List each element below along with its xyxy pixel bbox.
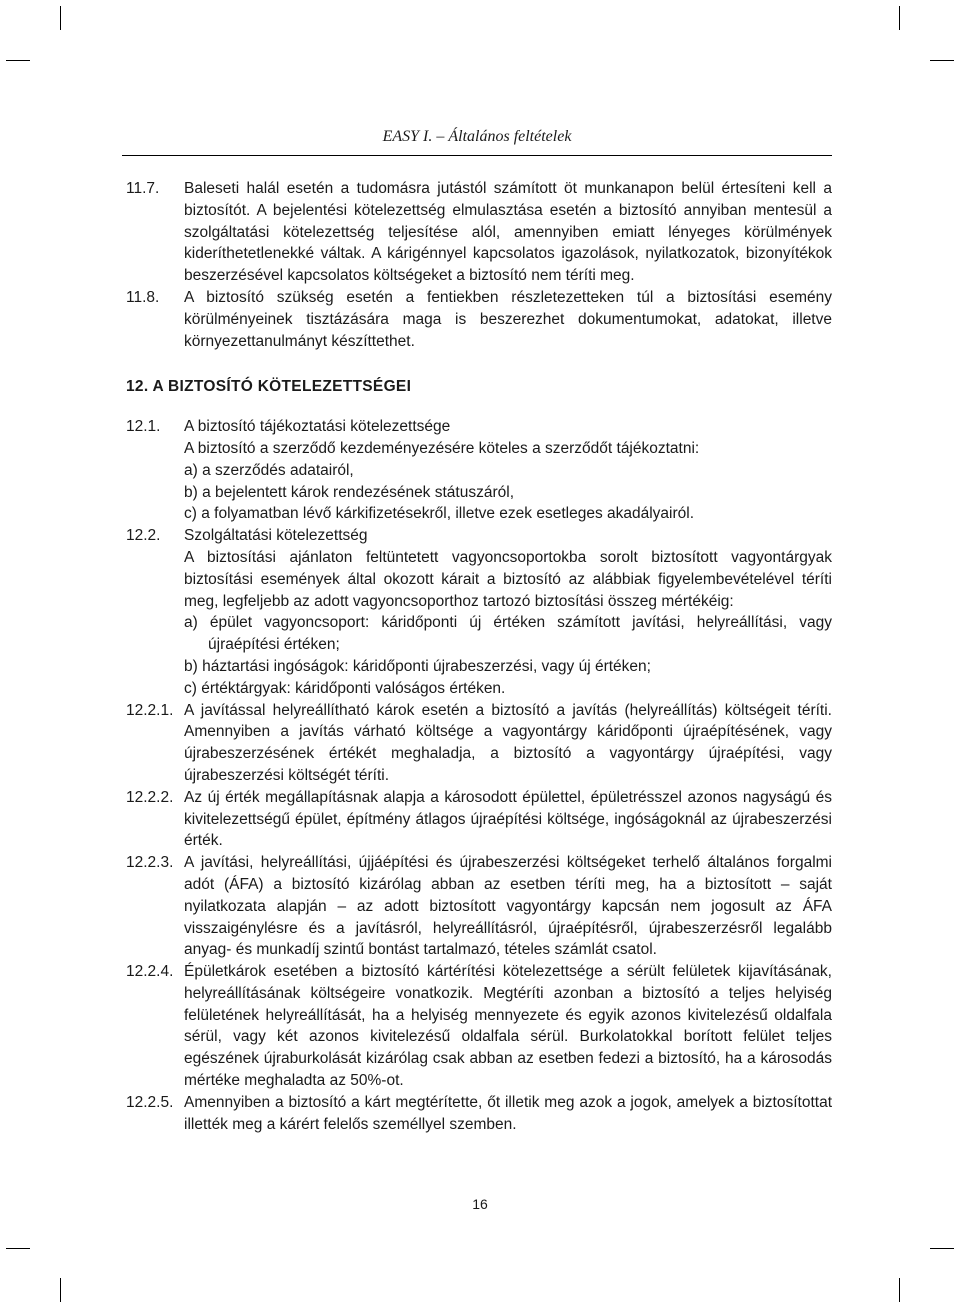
clause-text <box>184 178 832 287</box>
section-11-items <box>126 178 832 352</box>
list-item: c) értéktárgyak: káridőponti valóságos értéken. <box>184 679 506 697</box>
clause <box>126 787 832 852</box>
clause <box>126 852 832 961</box>
document-body <box>126 178 832 1135</box>
list-item: a) épület vagyoncsoport: káridőponti új értéken számított javítási, helyreállítási, vagy újraépítési értéken; <box>184 614 832 654</box>
crop-mark <box>60 1278 61 1302</box>
clause-text <box>184 700 832 787</box>
clause-paragraph: A biztosítási ajánlaton feltüntetett vagyoncsoportokba sorolt biztosított vagyontárgyak biztosítási események által okozott kárait a biztosító az alábbiak figyelembevételével téríti meg, legfeljebb az adott vagyoncsoporthoz tartozó biztosítási összeg mértékéig: <box>184 548 832 610</box>
list-item: c) a folyamatban lévő kárkifizetésekről, illetve ezek esetleges akadályairól. <box>184 505 695 523</box>
clause-text <box>184 416 832 525</box>
clause-number: 12.2.4. <box>126 963 174 981</box>
list-item: a) a szerződés adatairól, <box>184 461 354 479</box>
crop-mark <box>930 1248 954 1249</box>
clause-paragraph: A javítási, helyreállítási, újjáépítési és újrabeszerzési költségeket terhelő általános forgalmi adót (ÁFA) a biztosító kizárólag abban az esetben téríti meg, ha a biztosított – saját nyilatkozata alapján – az adott biztosított vagyontárgy kapcsán nem jogosult az ÁFA visszaigénylésre és a javításról, helyreállításról, újraépítésről, újrabeszerzésről legalább anyag- és munkadíj szintű bontást tartalmazó, tételes számlát csatol. <box>184 854 832 959</box>
clause-paragraph: A biztosító szükség esetén a fentiekben részletezetteken túl a biztosítási esemény körülményeinek tisztázására maga is beszerezhet dokumentumokat, adatokat, illetve környezettanulmányt készíttethet. <box>184 288 832 350</box>
header-rule <box>122 155 832 156</box>
clause <box>126 416 832 525</box>
crop-mark <box>6 1248 30 1249</box>
clause <box>126 525 832 699</box>
clause <box>126 700 832 787</box>
clause-number: 12.2. <box>126 527 161 545</box>
crop-mark <box>899 6 900 30</box>
clause-number: 11.8. <box>126 288 160 306</box>
clause-paragraph: A biztosító a szerződő kezdeményezésére köteles a szerződőt tájékoztatni: <box>184 439 700 457</box>
clause-paragraph: Az új érték megállapításnak alapja a károsodott épülettel, épületrésszel azonos nagyságú és kivitelezettségű épület, építmény átlagos újraépítési költsége, ingóságoknál az újrabeszerzési érték. <box>184 788 832 850</box>
crop-mark <box>60 6 61 30</box>
clause-text <box>184 1092 832 1136</box>
clause-number: 12.2.2. <box>126 788 174 806</box>
clause-paragraph: Baleseti halál esetén a tudomásra jutástól számított öt munkanapon belül értesíteni kell a biztosítót. A bejelentési kötelezettség elmulasztása esetén a biztosító annyiban mentesül a szolgáltatási kötelezettség teljesítése alól, amennyiben emiatt lényeges körülmények kideríthetetlenekké váltak. A kárigénnyel kapcsolatos igazolások, nyilatkozatok, bizonyítékok beszerzésével kapcsolatos költségeket a biztosító nem téríti meg. <box>184 180 832 285</box>
section-12-items <box>126 416 832 1135</box>
page-number: 16 <box>472 1196 488 1212</box>
clause-text <box>184 787 832 852</box>
clause-paragraph: A javítással helyreállítható károk esetén a biztosító a javítás (helyreállítás) költségeit téríti. Amennyiben a javítás várható költsége a vagyontárgy káridőponti újraépítésének, vagy újrabeszerzésének értékét meghaladja, a biztosító a vagyontárgy újraépítési, vagy újrabeszerzési költségét téríti. <box>184 701 832 784</box>
list-item: b) háztartási ingóságok: káridőponti újrabeszerzési, vagy új értéken; <box>184 657 651 675</box>
clause-text <box>184 852 832 961</box>
clause-paragraph: Épületkárok esetében a biztosító kártérítési kötelezettsége a sérült felületek kijavításának, helyreállításának költségeire vonatkozik. Megtéríti azonban a biztosító a teljes helyiség felületének helyreállítását, ha a helyiség mennyezete és egyik azonos kivitelezésű oldalfala sérül, vagy két azonos kivitelezésű oldalfala sérül. Burkolatokkal borított felület teljes egészének újraburkolását kizárólag csak abban az esetben fedezi a biztosító, ha a károsodás mértéke meghaladta az 50%-ot. <box>184 963 832 1090</box>
running-header: EASY I. – Általános feltételek <box>382 128 572 145</box>
clause-number: 12.2.5. <box>126 1093 174 1111</box>
list-item: b) a bejelentett károk rendezésének státuszáról, <box>184 483 514 501</box>
clause <box>126 287 832 352</box>
clause-text <box>184 287 832 352</box>
clause-text <box>184 525 832 699</box>
clause-text <box>184 961 832 1092</box>
clause <box>126 1092 832 1136</box>
clause-number: 12.1. <box>126 418 161 436</box>
clause <box>126 961 832 1092</box>
section-title: 12. A BIZTOSÍTÓ KÖTELEZETTSÉGEI <box>126 378 412 396</box>
clause-paragraph: Szolgáltatási kötelezettség <box>184 527 368 545</box>
clause-paragraph: A biztosító tájékoztatási kötelezettsége <box>184 418 451 436</box>
crop-mark <box>6 60 30 61</box>
crop-mark <box>899 1278 900 1302</box>
clause <box>126 178 832 287</box>
clause-number: 12.2.3. <box>126 854 174 872</box>
clause-number: 11.7. <box>126 180 160 197</box>
clause-paragraph: Amennyiben a biztosító a kárt megtérítette, őt illetik meg azok a jogok, amelyek a biztosítottat illették meg a kárért felelős személlyel szemben. <box>184 1093 832 1133</box>
crop-mark <box>930 60 954 61</box>
clause-number: 12.2.1. <box>126 701 174 719</box>
